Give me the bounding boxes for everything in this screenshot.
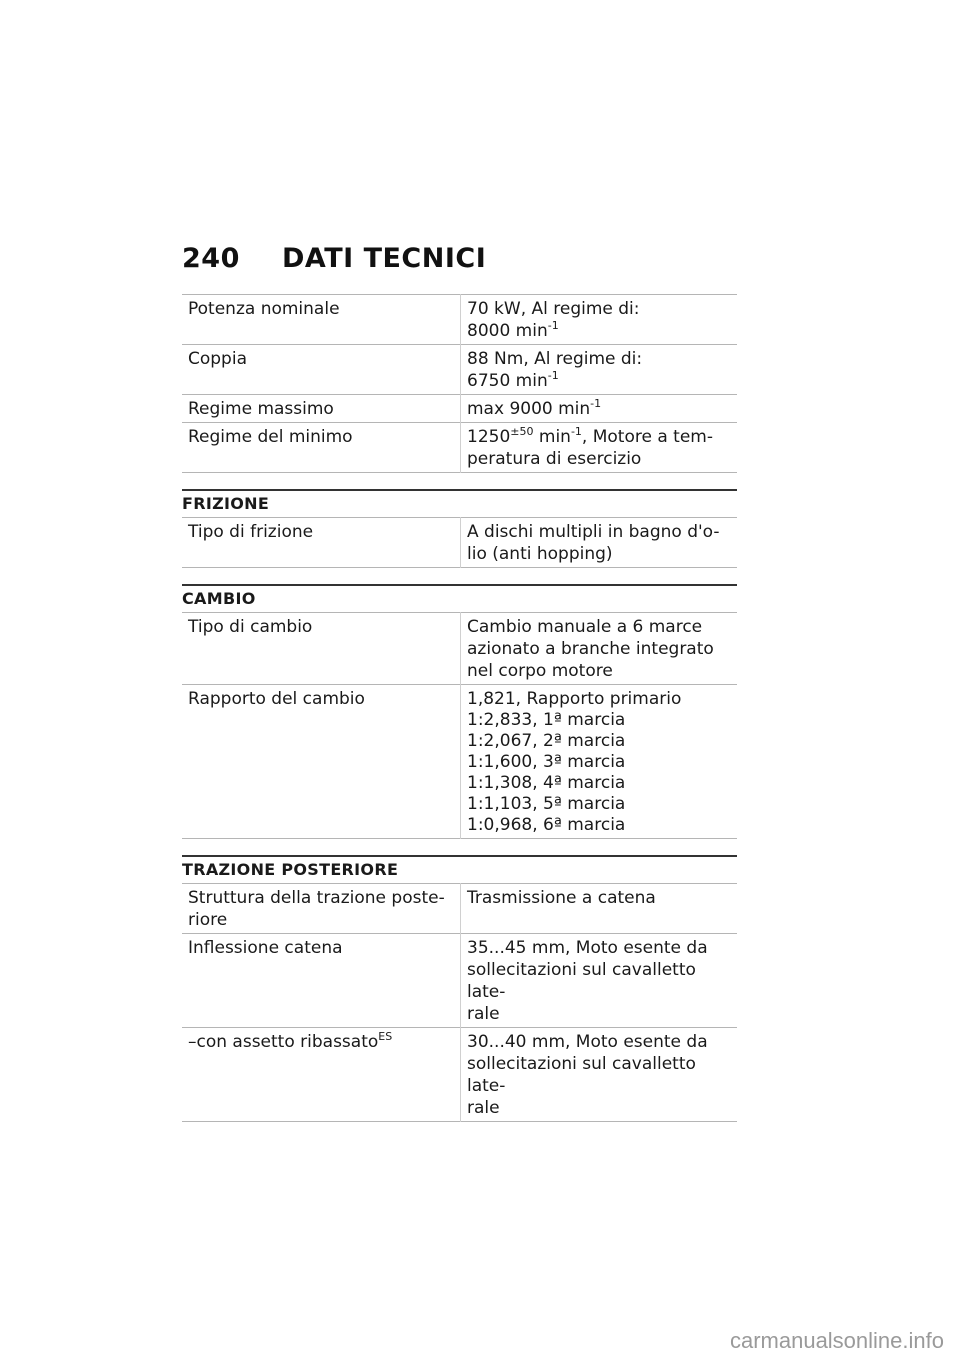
superscript: -1 bbox=[547, 319, 559, 332]
section-title-cambio: CAMBIO bbox=[182, 584, 737, 612]
spec-value bbox=[461, 518, 738, 568]
spec-value bbox=[461, 685, 738, 839]
table-row bbox=[182, 518, 737, 568]
table-row bbox=[182, 884, 737, 934]
page-title: DATI TECNICI bbox=[282, 243, 487, 274]
value-line: sollecitazioni sul cavalletto late- bbox=[467, 1054, 696, 1096]
spec-key: Regime massimo bbox=[182, 395, 461, 423]
value-text: , Motore a tem- bbox=[581, 427, 713, 447]
value-line: 1,821, Rapporto primario bbox=[467, 689, 682, 709]
spec-key: Rapporto del cambio bbox=[182, 685, 461, 839]
spec-value bbox=[461, 884, 738, 934]
section-title-frizione: FRIZIONE bbox=[182, 489, 737, 517]
value-line: 1:0,968, 6ª marcia bbox=[467, 815, 626, 835]
value-line: 1:1,600, 3ª marcia bbox=[467, 752, 626, 772]
value-line: 1:2,833, 1ª marcia bbox=[467, 710, 626, 730]
spec-value bbox=[461, 613, 738, 685]
page-number: 240 bbox=[182, 243, 240, 274]
value-text: 8000 min bbox=[467, 321, 548, 341]
table-row bbox=[182, 1028, 737, 1122]
value-line: 88 Nm, Al regime di: bbox=[467, 349, 643, 369]
spec-value bbox=[461, 934, 738, 1028]
spec-value bbox=[461, 345, 738, 395]
value-line: Cambio manuale a 6 marce bbox=[467, 617, 703, 637]
spec-key: Tipo di frizione bbox=[182, 518, 461, 568]
gearbox-spec-table bbox=[182, 612, 737, 839]
table-row bbox=[182, 423, 737, 473]
table-row bbox=[182, 395, 737, 423]
value-line bbox=[467, 370, 731, 392]
spec-key: Potenza nominale bbox=[182, 295, 461, 345]
table-row bbox=[182, 345, 737, 395]
table-row bbox=[182, 613, 737, 685]
value-line: 1:1,103, 5ª marcia bbox=[467, 794, 626, 814]
page-header bbox=[182, 243, 486, 274]
spec-value bbox=[461, 295, 738, 345]
section-title-trazione-posteriore: TRAZIONE POSTERIORE bbox=[182, 855, 737, 883]
value-line: peratura di esercizio bbox=[467, 449, 642, 469]
superscript: ±50 bbox=[510, 425, 534, 438]
key-line: Struttura della trazione poste- bbox=[188, 888, 445, 908]
value-line: 70 kW, Al regime di: bbox=[467, 299, 640, 319]
rear-drive-spec-table bbox=[182, 883, 737, 1122]
value-text: max 9000 min bbox=[467, 399, 591, 419]
value-line: 1:1,308, 4ª marcia bbox=[467, 773, 626, 793]
superscript: -1 bbox=[547, 369, 559, 382]
superscript: -1 bbox=[590, 397, 602, 410]
content bbox=[182, 294, 737, 1122]
spec-key: Inflessione catena bbox=[182, 934, 461, 1028]
engine-spec-table bbox=[182, 294, 737, 473]
value-line: A dischi multipli in bagno d'o- bbox=[467, 522, 720, 542]
spec-value bbox=[461, 395, 738, 423]
table-row bbox=[182, 685, 737, 839]
value-line: rale bbox=[467, 1004, 500, 1024]
spec-key bbox=[182, 1028, 461, 1122]
value-line bbox=[467, 320, 731, 342]
key-text: –con assetto ribassato bbox=[188, 1032, 379, 1052]
spec-key: Tipo di cambio bbox=[182, 613, 461, 685]
value-line: 30...40 mm, Moto esente da bbox=[467, 1032, 708, 1052]
value-text: 1250 bbox=[467, 427, 511, 447]
spec-value bbox=[461, 423, 738, 473]
value-line: nel corpo motore bbox=[467, 661, 613, 681]
spec-key: Coppia bbox=[182, 345, 461, 395]
value-line: Trasmissione a catena bbox=[467, 888, 656, 908]
key-line: riore bbox=[188, 910, 228, 930]
clutch-spec-table bbox=[182, 517, 737, 568]
superscript: -1 bbox=[570, 425, 582, 438]
table-row bbox=[182, 295, 737, 345]
superscript: ES bbox=[378, 1030, 393, 1043]
value-line: 35...45 mm, Moto esente da bbox=[467, 938, 708, 958]
table-row bbox=[182, 934, 737, 1028]
value-line: azionato a branche integrato bbox=[467, 639, 714, 659]
value-line bbox=[467, 426, 731, 448]
spec-key: Regime del minimo bbox=[182, 423, 461, 473]
value-line: lio (anti hopping) bbox=[467, 544, 613, 564]
spec-key bbox=[182, 884, 461, 934]
spec-value bbox=[461, 1028, 738, 1122]
value-line: 1:2,067, 2ª marcia bbox=[467, 731, 626, 751]
watermark: carmanualsonline.info bbox=[729, 1328, 944, 1353]
value-text: min bbox=[533, 427, 571, 447]
value-line: rale bbox=[467, 1098, 500, 1118]
value-line: sollecitazioni sul cavalletto late- bbox=[467, 960, 696, 1002]
value-text: 6750 min bbox=[467, 371, 548, 391]
